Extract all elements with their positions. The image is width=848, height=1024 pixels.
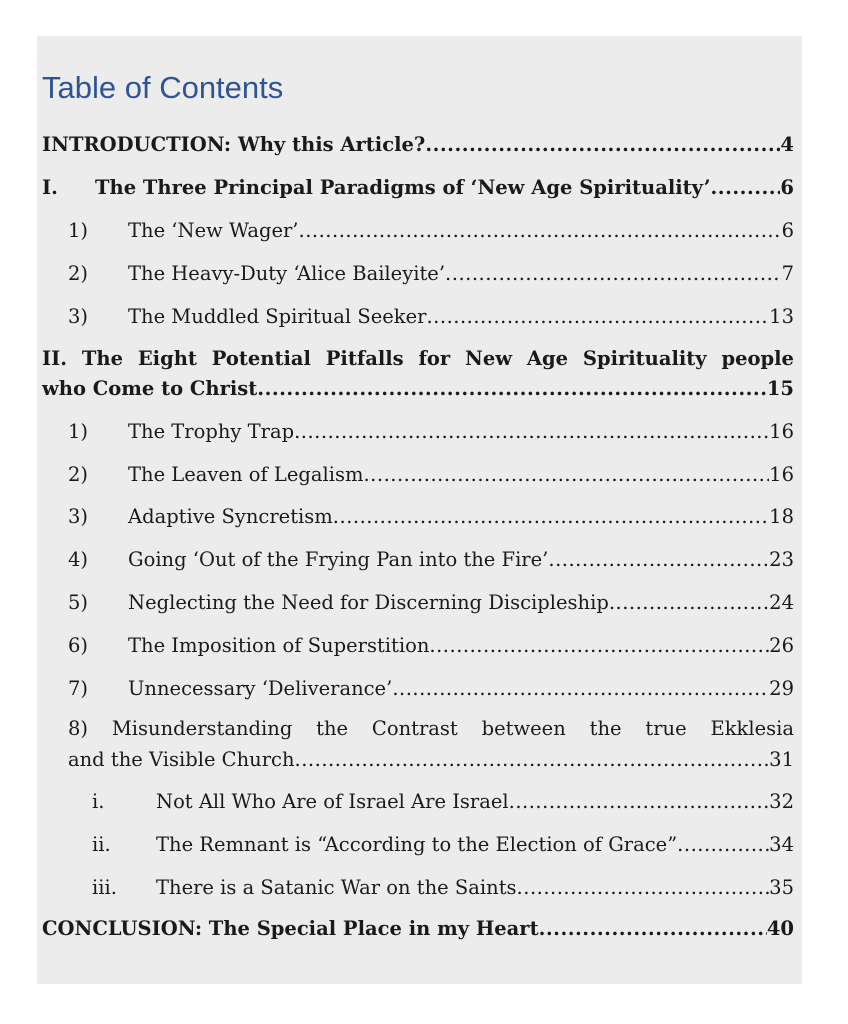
dot-leader — [299, 216, 782, 246]
toc-entry-1-1[interactable] — [68, 216, 794, 246]
toc-word: Spirituality — [582, 347, 707, 370]
toc-word: Ekklesia — [710, 717, 794, 740]
dot-leader — [426, 302, 769, 332]
toc-word: The — [81, 347, 123, 370]
toc-entry-number: 2) — [68, 463, 89, 486]
toc-entry-label: The Three Principal Paradigms of ‘New Age Spirituality’ — [95, 176, 711, 199]
toc-word: Eight — [137, 347, 197, 370]
toc-entry-number: ii. — [92, 833, 111, 856]
toc-entry-number: 6) — [68, 634, 89, 657]
dot-leader — [539, 914, 767, 944]
toc-entry-number: II. — [42, 347, 68, 370]
dot-leader — [445, 259, 782, 289]
toc-page-number: 31 — [769, 748, 794, 771]
toc-entry-2-5[interactable] — [68, 588, 794, 618]
toc-entry-1-2[interactable] — [68, 259, 794, 289]
toc-entry-1-3[interactable] — [68, 302, 794, 332]
dot-leader — [333, 502, 769, 532]
dot-leader — [548, 545, 769, 575]
toc-entry-number: I. — [42, 176, 58, 199]
toc-entry-label: The ‘New Wager’ — [128, 219, 299, 242]
toc-page-number: 35 — [769, 876, 794, 899]
toc-entry-number: 4) — [68, 548, 89, 571]
toc-entry-label: INTRODUCTION: Why this Article? — [42, 133, 426, 156]
toc-page-number: 24 — [769, 591, 794, 614]
toc-entry-conclusion[interactable] — [42, 914, 794, 944]
toc-entry-label: The Heavy-Duty ‘Alice Baileyite’ — [128, 262, 446, 285]
toc-entry-number: 1) — [68, 420, 89, 443]
toc-entry-label: The Imposition of Superstition — [128, 634, 430, 657]
toc-entry-2-8-line-2[interactable] — [68, 745, 794, 775]
toc-entry-part-2-line-1[interactable] — [42, 344, 794, 374]
toc-entry-number: 2) — [68, 262, 89, 285]
toc-word: Potential — [211, 347, 311, 370]
toc-entry-2-6[interactable] — [68, 631, 794, 661]
dot-leader — [257, 374, 767, 404]
dot-leader — [425, 130, 780, 160]
toc-word: the — [589, 717, 622, 740]
toc-page-number: 16 — [769, 420, 794, 443]
toc-page-number: 13 — [769, 305, 794, 328]
toc-page-number: 6 — [781, 219, 794, 242]
dot-leader — [517, 873, 770, 903]
toc-word: for — [418, 347, 451, 370]
toc-page-number: 7 — [781, 262, 794, 285]
toc-entry-part-2-line-2[interactable] — [42, 374, 794, 404]
toc-entry-2-8-ii[interactable] — [92, 830, 794, 860]
toc-word: people — [721, 347, 794, 370]
toc-page-number: 23 — [769, 548, 794, 571]
toc-entry-2-1[interactable] — [68, 417, 794, 447]
toc-page-number: 16 — [769, 463, 794, 486]
toc-entry-2-8-iii[interactable] — [92, 873, 794, 903]
dot-leader — [711, 173, 781, 203]
toc-entry-2-3[interactable] — [68, 502, 794, 532]
toc-entry-2-7[interactable] — [68, 674, 794, 704]
toc-entry-label: CONCLUSION: The Special Place in my Heart — [42, 917, 539, 940]
dot-leader — [677, 830, 769, 860]
toc-entry-label: The Muddled Spiritual Seeker — [128, 305, 427, 328]
toc-entry-label: Going ‘Out of the Frying Pan into the Fire’ — [128, 548, 549, 571]
dot-leader — [392, 674, 769, 704]
toc-entry-label: and the Visible Church — [68, 748, 295, 771]
toc-entry-label: Adaptive Syncretism — [128, 505, 333, 528]
dot-leader — [609, 588, 769, 618]
toc-entry-label: Unnecessary ‘Deliverance’ — [128, 677, 393, 700]
toc-word: Misunderstanding — [111, 717, 293, 740]
toc-title: Table of Contents — [42, 70, 284, 105]
toc-page-number: 18 — [769, 505, 794, 528]
toc-entry-number: 8) — [68, 717, 89, 740]
dot-leader — [363, 460, 769, 490]
toc-word: the — [316, 717, 349, 740]
toc-entry-part-1[interactable] — [42, 173, 794, 203]
toc-page-number: 6 — [780, 176, 794, 199]
toc-page-number: 40 — [766, 917, 794, 940]
toc-entry-introduction[interactable] — [42, 130, 794, 160]
toc-entry-label: The Remnant is “According to the Election of Grace” — [156, 833, 678, 856]
toc-entry-2-2[interactable] — [68, 460, 794, 490]
toc-entry-label: Neglecting the Need for Discerning Discipleship — [128, 591, 609, 614]
toc-word: Contrast — [371, 717, 458, 740]
toc-entry-2-8-line-1[interactable] — [68, 714, 794, 744]
toc-entry-number: i. — [92, 790, 105, 813]
toc-entry-2-8-i[interactable] — [92, 787, 794, 817]
toc-entry-label: The Trophy Trap — [128, 420, 295, 443]
toc-word: New — [465, 347, 513, 370]
toc-entry-number: 3) — [68, 505, 89, 528]
toc-page-number: 32 — [769, 790, 794, 813]
toc-entry-number: 1) — [68, 219, 89, 242]
toc-entry-label: who Come to Christ — [42, 377, 258, 400]
dot-leader — [294, 417, 769, 447]
toc-word: Pitfalls — [325, 347, 404, 370]
toc-entry-label: There is a Satanic War on the Saints — [156, 876, 517, 899]
toc-page-number: 4 — [780, 133, 794, 156]
toc-word: true — [645, 717, 687, 740]
dot-leader — [429, 631, 769, 661]
toc-entry-number: iii. — [92, 876, 117, 899]
toc-entry-number: 7) — [68, 677, 89, 700]
toc-page-number: 29 — [769, 677, 794, 700]
toc-page-number: 34 — [769, 833, 794, 856]
toc-entry-number: 3) — [68, 305, 89, 328]
dot-leader — [295, 745, 770, 775]
toc-entry-number: 5) — [68, 591, 89, 614]
toc-word: between — [481, 717, 566, 740]
toc-word: Age — [526, 347, 569, 370]
toc-entry-label: Not All Who Are of Israel Are Israel — [156, 790, 509, 813]
dot-leader — [509, 787, 770, 817]
toc-page-number: 15 — [766, 377, 794, 400]
toc-entry-2-4[interactable] — [68, 545, 794, 575]
toc-entry-label: The Leaven of Legalism — [128, 463, 364, 486]
toc-page-number: 26 — [769, 634, 794, 657]
